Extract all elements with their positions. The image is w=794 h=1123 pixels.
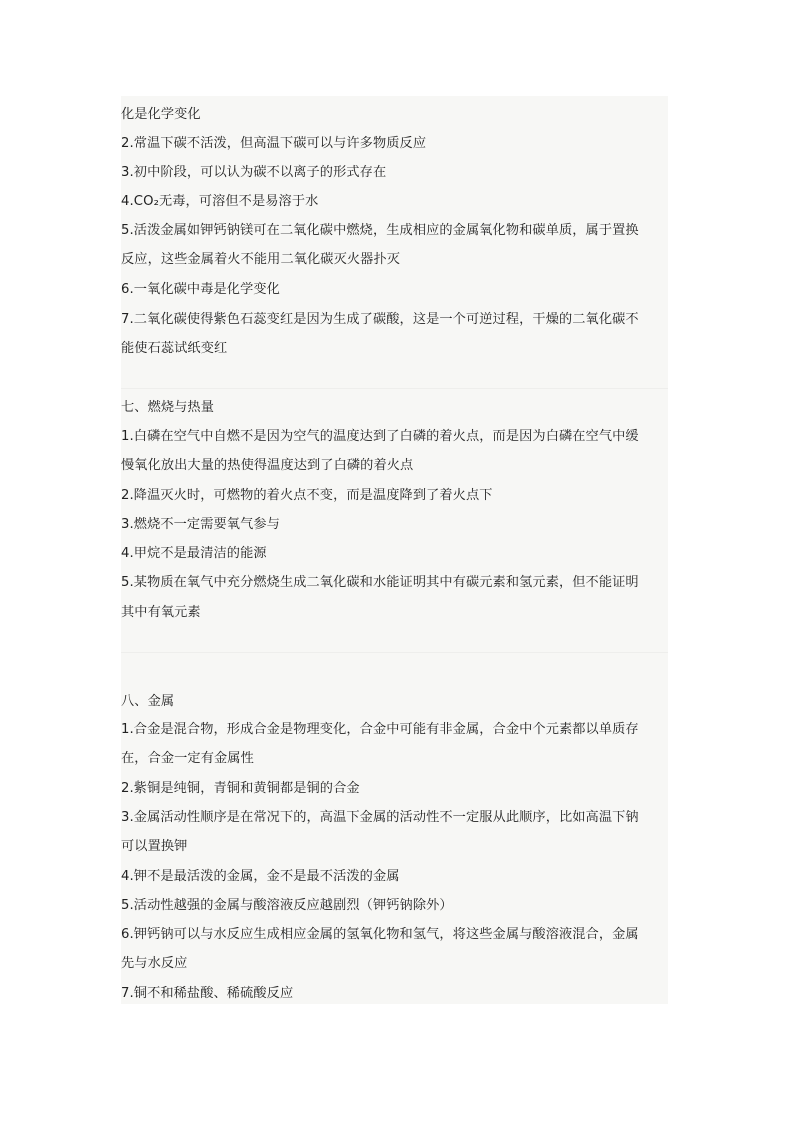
text-content-area bbox=[121, 96, 668, 1004]
text-line: 能使石蕊试纸变红 bbox=[121, 341, 228, 356]
section-heading: 八、金属 bbox=[121, 694, 175, 709]
text-line: 7.铜不和稀盐酸、稀硫酸反应 bbox=[121, 986, 294, 1001]
text-line: 3.燃烧不一定需要氧气参与 bbox=[121, 517, 280, 532]
text-line: 化是化学变化 bbox=[121, 107, 201, 122]
section-divider bbox=[121, 652, 668, 653]
text-line: 6.一氧化碳中毒是化学变化 bbox=[121, 282, 280, 297]
text-line: 1.白磷在空气中自燃不是因为空气的温度达到了白磷的着火点，而是因为白磷在空气中缓 bbox=[121, 429, 639, 444]
section-divider bbox=[121, 388, 668, 389]
text-line: 慢氧化放出大量的热使得温度达到了白磷的着火点 bbox=[121, 458, 414, 473]
text-line: 先与水反应 bbox=[121, 956, 188, 971]
text-line: 在，合金一定有金属性 bbox=[121, 751, 254, 766]
text-line: 2.降温灭火时，可燃物的着火点不变，而是温度降到了着火点下 bbox=[121, 488, 493, 503]
text-line: 4.甲烷不是最清洁的能源 bbox=[121, 546, 267, 561]
text-line: 4.钾不是最活泼的金属，金不是最不活泼的金属 bbox=[121, 869, 400, 884]
text-line: 3.金属活动性顺序是在常况下的，高温下金属的活动性不一定服从此顺序，比如高温下钠 bbox=[121, 810, 639, 825]
text-line: 5.某物质在氧气中充分燃烧生成二氧化碳和水能证明其中有碳元素和氢元素，但不能证明 bbox=[121, 575, 639, 590]
text-line: 其中有氧元素 bbox=[121, 605, 201, 620]
text-line: 6.钾钙钠可以与水反应生成相应金属的氢氧化物和氢气，将这些金属与酸溶液混合，金属 bbox=[121, 927, 639, 942]
text-line: 5.活动性越强的金属与酸溶液反应越剧烈（钾钙钠除外） bbox=[121, 898, 453, 913]
text-line: 可以置换钾 bbox=[121, 839, 188, 854]
text-line: 5.活泼金属如钾钙钠镁可在二氧化碳中燃烧，生成相应的金属氧化物和碳单质，属于置换 bbox=[121, 223, 639, 238]
text-line: 4.CO₂无毒，可溶但不是易溶于水 bbox=[121, 194, 319, 209]
text-line: 1.合金是混合物，形成合金是物理变化，合金中可能有非金属，合金中个元素都以单质存 bbox=[121, 722, 639, 737]
section-heading: 七、燃烧与热量 bbox=[121, 400, 215, 415]
text-line: 反应，这些金属着火不能用二氧化碳灭火器扑灭 bbox=[121, 252, 401, 267]
text-line: 2.紫铜是纯铜，青铜和黄铜都是铜的合金 bbox=[121, 781, 360, 796]
text-line: 3.初中阶段，可以认为碳不以离子的形式存在 bbox=[121, 165, 387, 180]
text-line: 7.二氧化碳使得紫色石蕊变红是因为生成了碳酸，这是一个可逆过程，干燥的二氧化碳不 bbox=[121, 312, 639, 327]
text-line: 2.常温下碳不活泼，但高温下碳可以与许多物质反应 bbox=[121, 136, 427, 151]
